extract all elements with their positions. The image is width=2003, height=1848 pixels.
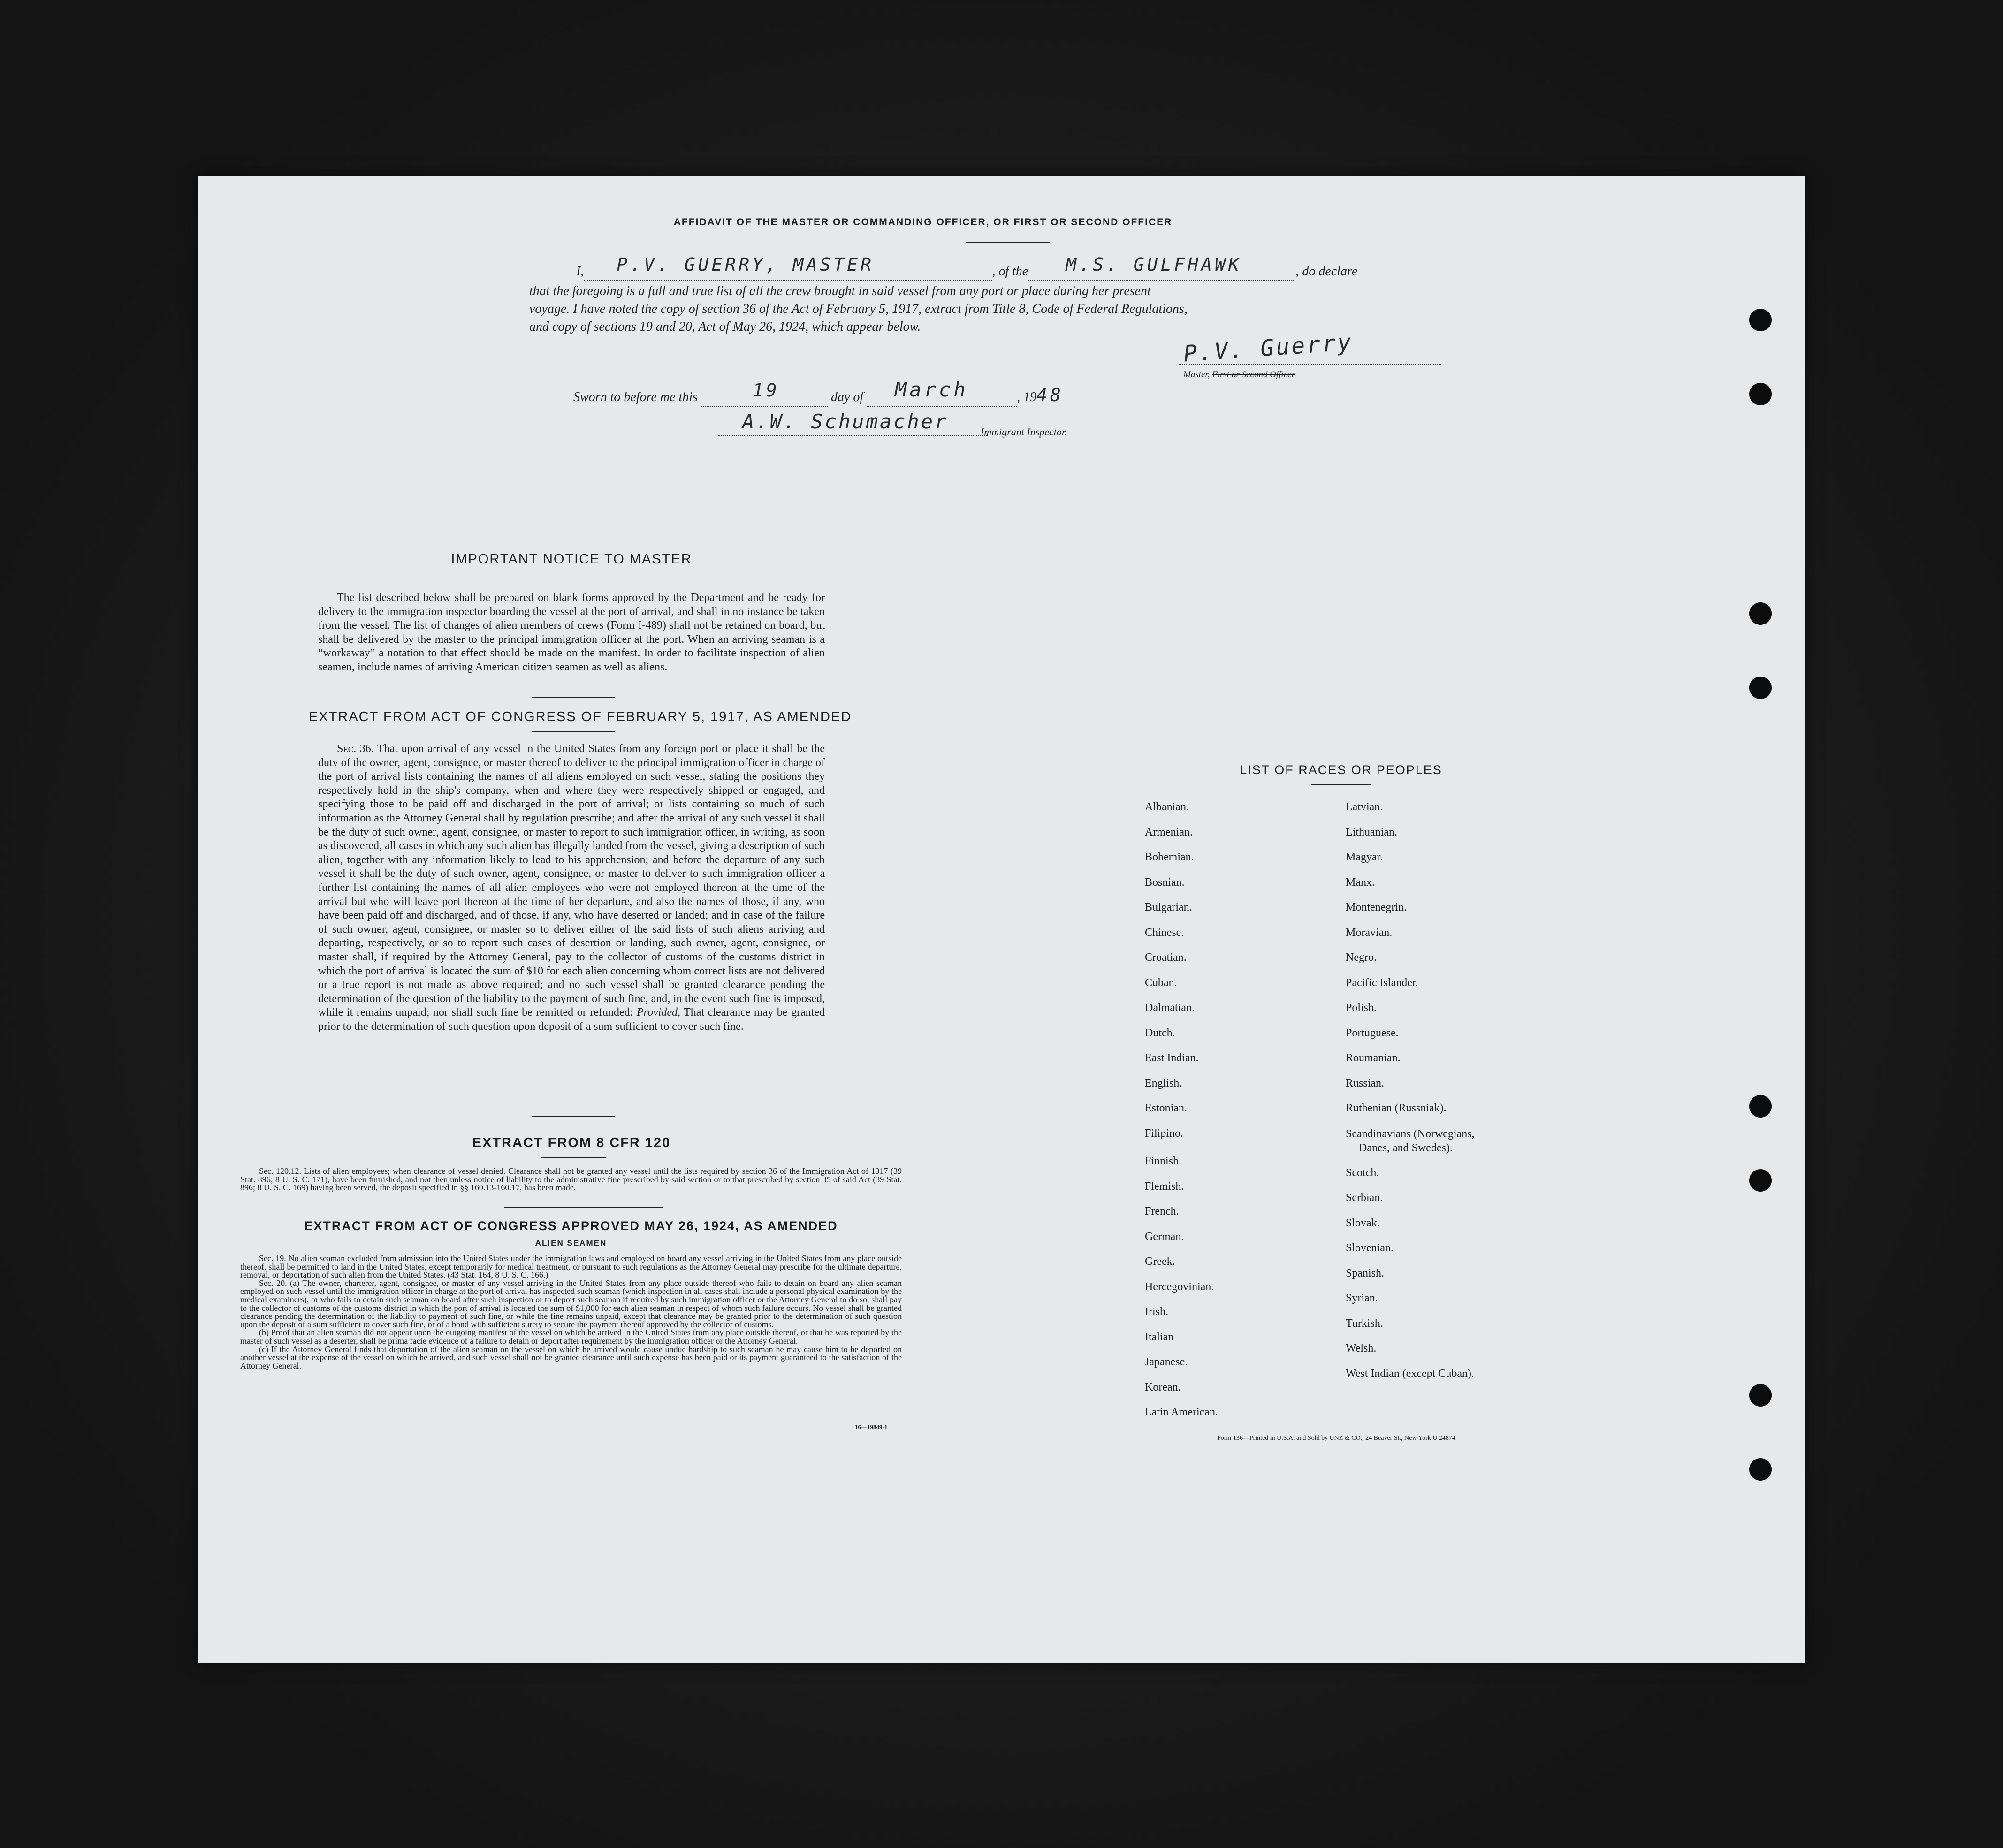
inspector-signature: A.W. Schumacher bbox=[742, 410, 949, 433]
sworn-line bbox=[573, 378, 1064, 407]
sec-36-label: Sec. 36. bbox=[337, 743, 374, 755]
race-item: Latin American. bbox=[1145, 1406, 1218, 1418]
race-item: Croatian. bbox=[1145, 951, 1187, 964]
do-declare-label: , do declare bbox=[1295, 264, 1358, 279]
affidavit-line2: that the foregoing is a full and true list of all the crew brought in said vessel from any port or place during her present bbox=[529, 284, 1151, 298]
binder-hole bbox=[1749, 1169, 1772, 1192]
race-item: Dutch. bbox=[1145, 1027, 1175, 1039]
race-item: Montenegrin. bbox=[1346, 901, 1407, 913]
race-item: Ruthenian (Russniak). bbox=[1346, 1102, 1447, 1114]
race-item: Roumanian. bbox=[1346, 1052, 1401, 1064]
binder-hole bbox=[1749, 1458, 1772, 1481]
divider bbox=[532, 1116, 615, 1117]
race-item-continuation: Danes, and Swedes). bbox=[1359, 1141, 1453, 1154]
race-item: Flemish. bbox=[1145, 1180, 1184, 1193]
officer-struck-label: First or Second Officer bbox=[1212, 370, 1295, 380]
binder-hole bbox=[1749, 677, 1772, 699]
race-item: Russian. bbox=[1346, 1077, 1385, 1089]
extract-1917-text bbox=[318, 742, 825, 1034]
year-prefix: , 19 bbox=[1017, 390, 1037, 404]
race-item: Slovenian. bbox=[1346, 1242, 1394, 1254]
race-item: Filipino. bbox=[1145, 1127, 1184, 1140]
name-handwritten: P.V. GUERRY, MASTER bbox=[617, 254, 875, 275]
race-item: Cuban. bbox=[1145, 976, 1177, 989]
race-item: Turkish. bbox=[1346, 1317, 1383, 1330]
sec-36-end: That clearance may be granted prior to the determination of such question upon deposit of a sum sufficient to cover such fine. bbox=[318, 1006, 825, 1033]
day-field bbox=[701, 380, 828, 407]
divider bbox=[541, 1157, 606, 1158]
day-handwritten: 19 bbox=[752, 380, 780, 401]
race-item: Korean. bbox=[1145, 1381, 1181, 1393]
race-item: Magyar. bbox=[1346, 851, 1383, 863]
month-field bbox=[867, 378, 1017, 407]
divider bbox=[532, 731, 615, 732]
race-item: French. bbox=[1145, 1205, 1179, 1217]
race-item: Dalmatian. bbox=[1145, 1002, 1195, 1014]
race-item: Lithuanian. bbox=[1346, 826, 1397, 838]
race-item: Scandinavians (Norwegians, bbox=[1346, 1127, 1475, 1140]
divider bbox=[1311, 784, 1371, 785]
races-heading: LIST OF RACES OR PEOPLES bbox=[1240, 763, 1442, 777]
race-item: Manx. bbox=[1346, 876, 1375, 889]
master-signature: P.V. Guerry bbox=[1182, 329, 1354, 367]
affidavit-line4: and copy of sections 19 and 20, Act of May 26, 1924, which appear below. bbox=[529, 319, 921, 334]
race-item: Bohemian. bbox=[1145, 851, 1194, 863]
race-item: Albanian. bbox=[1145, 801, 1189, 813]
inspector-label: Immigrant Inspector. bbox=[981, 426, 1067, 438]
race-item: Welsh. bbox=[1346, 1342, 1377, 1354]
extract-1917-heading: EXTRACT FROM ACT OF CONGRESS OF FEBRUARY 5, 1917, AS AMENDED bbox=[309, 709, 852, 724]
race-item: Negro. bbox=[1346, 951, 1377, 964]
race-item: West Indian (except Cuban). bbox=[1346, 1367, 1474, 1380]
sec-20a-text: Sec. 20. (a) The owner, charterer, agent, consignee, or master of any vessel arriving in the United States from any place outside thereof who fails to detain on board any alien seaman employed on such vessel until the immigration officer in charge at the port of arrival has inspected such seaman (which inspection in all cases shall include a personal physical examination by the medical examiners), or who fails to detain such seaman on board after such inspection or to deport such seaman if required by such immigration officer or the Attorney General to do so, shall pay to the collector of customs of the customs district in which the port of arrival is located the sum of $1,000 for each alien seaman in respect of whom such failure occurs. No vessel shall be granted clearance pending the determination of the liability to payment of such fine, or while the fine remains unpaid, except that clearance may be granted prior to the determination of such question upon the deposit of a sum sufficient to cover such fine, or of a bond with sufficient surety to secure the payment thereof approved by the collector of customs. bbox=[240, 1278, 902, 1329]
divider bbox=[966, 242, 1050, 243]
notice-text: The list described below shall be prepared on blank forms approved by the Department and be ready for delivery to the immigration inspector boarding the vessel at the port of arrival, and shall in no instance be taken from the vessel. The list of changes of alien members of crews (Form I-489) shall not be retained on board, but shall be delivered by the master to the principal immigration officer at the port. When an arriving seaman is a “workaway” a notation to that effect should be made on the manifest. In order to facilitate inspection of alien seamen, include names of arriving American citizen seamen as well as aliens. bbox=[318, 592, 825, 673]
extract-1924-text bbox=[240, 1255, 902, 1370]
day-of-label: day of bbox=[830, 390, 864, 404]
cfr-heading: EXTRACT FROM 8 CFR 120 bbox=[472, 1135, 671, 1150]
race-item: Slovak. bbox=[1346, 1217, 1380, 1229]
alien-seamen-subheading: ALIEN SEAMEN bbox=[535, 1239, 607, 1247]
month-handwritten: March bbox=[895, 378, 968, 401]
race-item: Latvian. bbox=[1346, 801, 1383, 813]
binder-hole bbox=[1749, 383, 1772, 405]
race-item: German. bbox=[1145, 1230, 1184, 1243]
binder-hole bbox=[1749, 309, 1772, 331]
divider bbox=[504, 1207, 663, 1208]
race-item: Bosnian. bbox=[1145, 876, 1185, 889]
binder-hole bbox=[1749, 1095, 1772, 1118]
affidavit-line1 bbox=[576, 254, 1622, 281]
provided-label: Provided, bbox=[636, 1006, 680, 1019]
master-label: Master, bbox=[1183, 370, 1210, 380]
sworn-label: Sworn to before me this bbox=[573, 390, 698, 404]
races-right-column bbox=[1346, 795, 1475, 1386]
race-item: Estonian. bbox=[1145, 1102, 1187, 1114]
master-title bbox=[1183, 370, 1295, 380]
form-number: 16—19849-1 bbox=[855, 1423, 888, 1430]
sec-20c-text: (c) If the Attorney General finds that deportation of the alien seaman on the vessel on which he arrived would cause undue hardship to such seaman he may cause him to be deported on another vessel at the expense of the vessel on which he arrived, and such vessel shall not be granted clearance until such expense has been paid or its payment guaranteed to the satisfaction of the Attorney General. bbox=[240, 1344, 902, 1370]
race-item: Armenian. bbox=[1145, 826, 1193, 838]
divider bbox=[532, 697, 615, 698]
name-field bbox=[584, 254, 992, 281]
race-item: Serbian. bbox=[1346, 1192, 1383, 1204]
affidavit-line3: voyage. I have noted the copy of section 36 of the Act of February 5, 1917, extract from Title 8, Code of Federal Regulations, bbox=[529, 302, 1188, 316]
notice-heading: IMPORTANT NOTICE TO MASTER bbox=[451, 552, 692, 567]
document-page bbox=[198, 176, 1805, 1663]
race-item: Pacific Islander. bbox=[1346, 976, 1418, 989]
i-label: I, bbox=[576, 264, 584, 279]
of-the-label: , of the bbox=[992, 264, 1028, 279]
cfr-text: Sec. 120.12. Lists of alien employees; when clearance of vessel denied. Clearance shall not be granted any vessel until the lists required by section 36 of the Immigration Act of 1917 (39 Stat. 896; 8 U. S. C. 171), have been furnished, and not then unless notice of liability to the administrative fine prescribed by said section or to that prescribed by section 35 of said Act (39 Stat. 896; 8 U. S. C. 169) having been served, the deposit specified in §§ 160.13-160.17, has been made. bbox=[240, 1166, 902, 1193]
affidavit-heading: AFFIDAVIT OF THE MASTER OR COMMANDING OFFICER, OR FIRST OR SECOND OFFICER bbox=[673, 217, 1173, 228]
race-item: Moravian. bbox=[1346, 926, 1393, 939]
sec-36-body: That upon arrival of any vessel in the United States from any foreign port or place it shall be the duty of the owner, agent, consignee, or master thereof to deliver to the principal immigration officer in charge of the port of arrival lists containing the names of all aliens employed on such vessel, stating the positions they respectively hold in the ship's company, when and where they were respectively shipped or engaged, and specifying those to be paid off and discharged in the port of arrival; or lists containing so much of such information as the Attorney General shall by regulation prescribe; and after the arrival of any such vessel it shall be the duty of such owner, agent, consignee, or master to report to such immigration officer, in writing, as soon as discovered, all cases in which any such alien has illegally landed from the vessel, giving a description of such alien, together with any information likely to lead to his apprehension; and before the departure of any such vessel it shall be the duty of such owner, agent, consignee, or master to deliver to such immigration officer a further list containing the names of all alien employees who were not employed thereon at the time of the arrival but who will leave port thereon at the time of her departure, and also the names of those, if any, who have been paid off and discharged, and of those, if any, who have deserted or landed; and in case of the failure of such owner, agent, consignee, or master so to deliver either of the said lists of such aliens arriving and departing, respectively, or so to report such cases of desertion or landing, such owner, agent, consignee, or master shall, if required by the Attorney General, pay to the collector of customs of the customs district in which the port of arrival is located the sum of $10 for each alien concerning whom correct lists are not delivered or a true report is not made as above required; and no such vessel shall be granted clearance pending the determination of the question of the liability to the payment of such fine, and, in the event such fine is imposed, while it remains unpaid; nor shall such fine be remitted or refunded: bbox=[318, 743, 825, 1019]
race-item: Polish. bbox=[1346, 1002, 1377, 1014]
race-item: Hercegovinian. bbox=[1145, 1280, 1214, 1293]
race-item: Syrian. bbox=[1346, 1292, 1378, 1304]
race-item: Scotch. bbox=[1346, 1166, 1379, 1179]
sec-20b-text: (b) Proof that an alien seaman did not appear upon the outgoing manifest of the vessel on which he arrived in the United States from any place outside thereof, or that he was reported by the master of such vessel as a deserter, shall be prima facie evidence of a failure to detain or deport after requirement by the immigration officer or the Attorney General. bbox=[240, 1328, 902, 1346]
race-item: Irish. bbox=[1145, 1306, 1168, 1318]
vessel-field bbox=[1028, 254, 1295, 281]
printer-imprint: Form 136—Printed in U.S.A. and Sold by UNZ & CO., 24 Beaver St., New York U 24874 bbox=[1217, 1435, 1455, 1442]
race-item: Chinese. bbox=[1145, 926, 1184, 939]
binder-hole bbox=[1749, 602, 1772, 625]
sec-19-text: Sec. 19. No alien seaman excluded from admission into the United States under the immigration laws and employed on board any vessel arriving in the United States from any place outside thereof, shall be permitted to land in the United States, except temporarily for medical treatment, or pursuant to such regulations as the Attorney General may prescribe for the ultimate departure, removal, or deportation of such alien from the United States. (43 Stat. 164, 8 U. S. C. 166.) bbox=[240, 1254, 902, 1280]
binder-hole bbox=[1749, 1384, 1772, 1407]
race-item: Spanish. bbox=[1346, 1267, 1385, 1279]
race-item: Portuguese. bbox=[1346, 1027, 1399, 1039]
race-item: Italian bbox=[1145, 1331, 1174, 1343]
race-item: Greek. bbox=[1145, 1255, 1175, 1268]
race-item: English. bbox=[1145, 1077, 1182, 1089]
race-item: Finnish. bbox=[1145, 1155, 1182, 1167]
extract-1924-heading: EXTRACT FROM ACT OF CONGRESS APPROVED MAY 26, 1924, AS AMENDED bbox=[304, 1219, 838, 1233]
year-handwritten: 48 bbox=[1036, 385, 1064, 405]
vessel-handwritten: M.S. GULFHAWK bbox=[1066, 254, 1242, 275]
races-left-column bbox=[1145, 795, 1218, 1425]
race-item: Bulgarian. bbox=[1145, 901, 1192, 913]
race-item: East Indian. bbox=[1145, 1052, 1199, 1064]
race-item: Japanese. bbox=[1145, 1356, 1188, 1368]
